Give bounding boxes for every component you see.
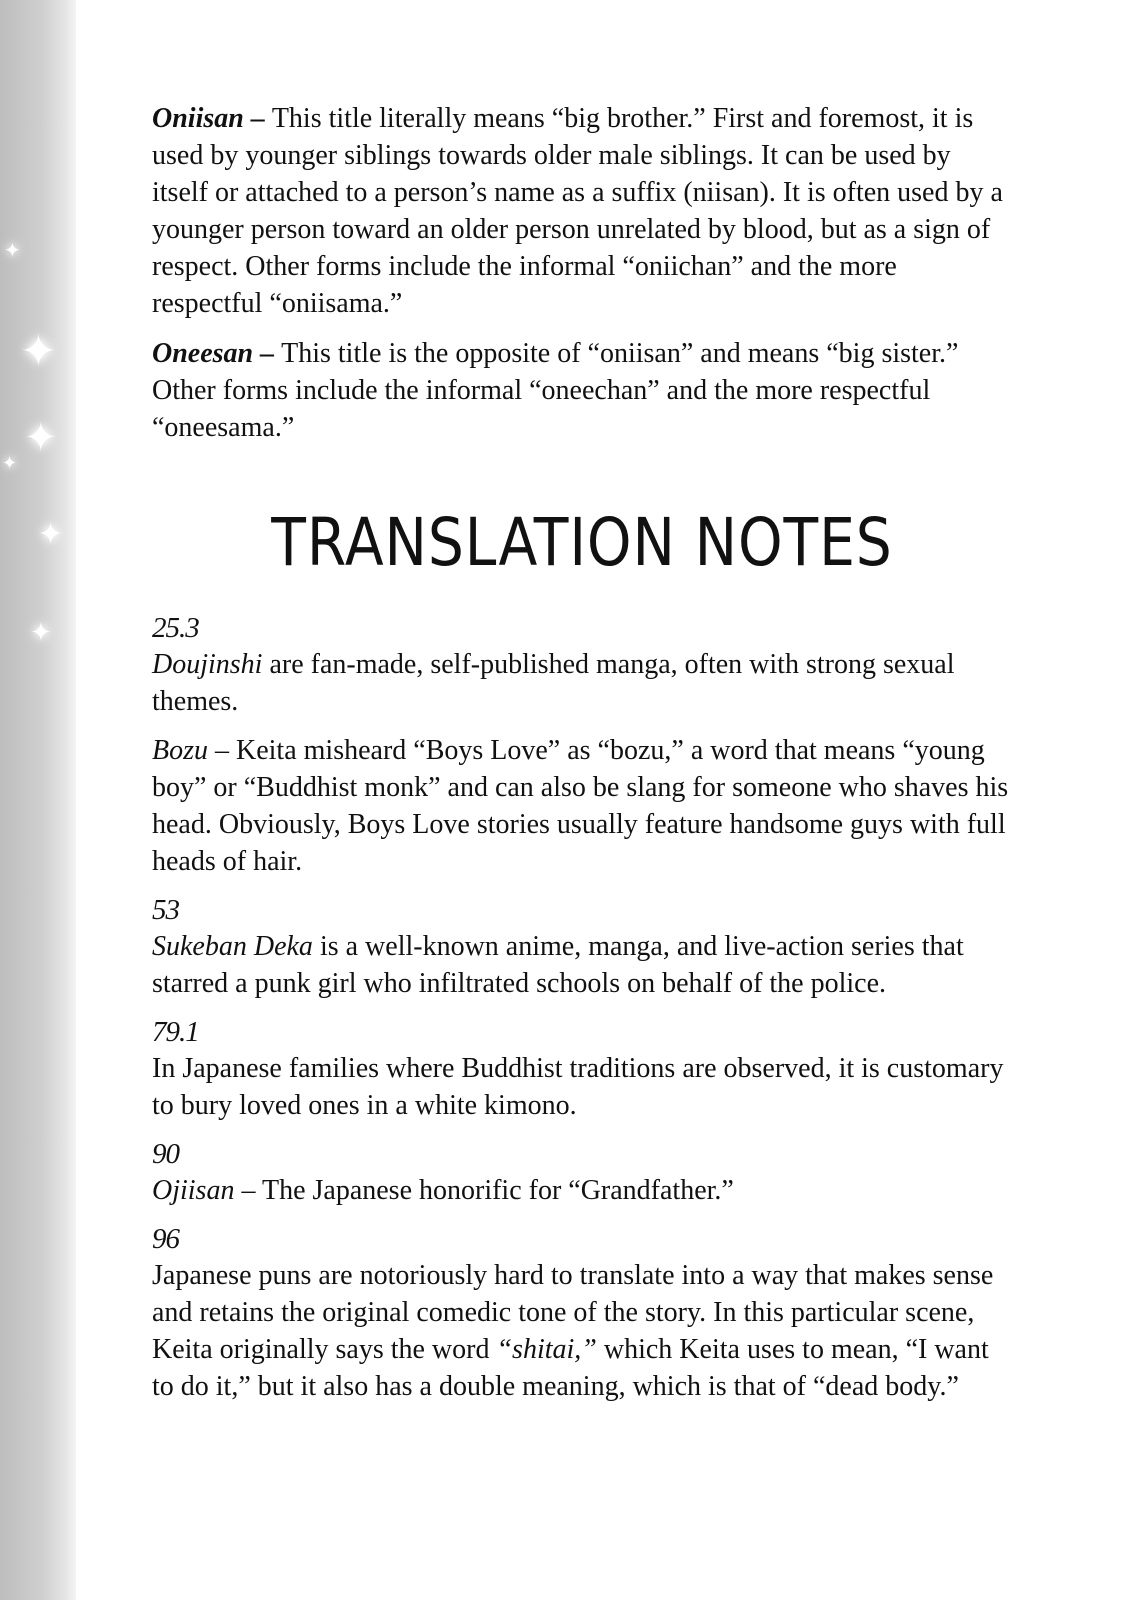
sparkle-icon: ✦ — [24, 415, 58, 461]
note-page-ref: 96 — [152, 1223, 179, 1255]
glossary-term: Oniisan — [152, 103, 244, 134]
note-paragraph — [152, 928, 1012, 1002]
glossary-entry-oneesan — [152, 335, 1012, 446]
page-content — [152, 100, 1012, 1417]
decorative-sparkle-strip — [0, 0, 76, 1600]
glossary-term: Oneesan — [152, 338, 254, 369]
note-block — [152, 892, 1012, 1002]
note-term: Ojiisan — [152, 1175, 235, 1206]
note-text: In Japanese families where Buddhist traditions are observed, it is customary to bury loved ones in a white kimono. — [152, 1053, 1004, 1121]
glossary-dash: – — [243, 103, 272, 134]
note-text: – The Japanese honorific for “Grandfather.” — [234, 1175, 734, 1206]
note-page-ref: 25.3 — [152, 612, 199, 644]
note-term: Sukeban Deka — [152, 931, 313, 962]
sparkle-icon: ✦ — [2, 453, 18, 474]
glossary-definition: This title is the opposite of “oniisan” and means “big sister.” Other forms include the informal “oneechan” and the more respectful “oneesama.” — [152, 338, 959, 443]
note-paragraph — [152, 1172, 1012, 1209]
note-text: which Keita uses to mean, “I want to do it,” but it also has a double meaning, which is that of “dead body.” — [152, 1334, 989, 1402]
note-block — [152, 1221, 1012, 1405]
glossary-entry-oniisan — [152, 100, 1012, 322]
glossary-dash: – — [253, 338, 282, 369]
sparkle-icon: ✦ — [20, 326, 57, 377]
sparkle-icon: ✦ — [4, 238, 21, 262]
note-text: Japanese puns are notoriously hard to translate into a way that makes sense and retains the original comedic tone of the story. In this particular scene, Keita originally says the word — [152, 1260, 994, 1365]
note-term: “shitai,” — [496, 1334, 597, 1365]
note-page-ref: 79.1 — [152, 1016, 199, 1048]
note-text: is a well-known anime, manga, and live-action series that starred a punk girl who infiltrated schools on behalf of the police. — [152, 931, 964, 999]
page-title: TRANSLATION NOTES — [271, 504, 893, 581]
note-paragraph — [152, 1050, 1012, 1124]
note-term: Doujinshi — [152, 649, 263, 680]
glossary-definition: This title literally means “big brother.” First and foremost, it is used by younger siblings towards older male siblings. It can be used by itself or attached to a person’s name as a suffix (niisan). It is often used by a younger person toward an older person unrelated by blood, but as a sign of respect. Other forms include the informal “oniichan” and the more respectful “oniisama.” — [152, 103, 1003, 319]
note-block — [152, 610, 1012, 880]
note-page-ref: 90 — [152, 1138, 179, 1170]
note-paragraph — [152, 646, 1012, 720]
sparkle-icon: ✦ — [30, 618, 52, 648]
note-text: – Keita misheard “Boys Love” as “bozu,” a word that means “young boy” or “Buddhist monk” and can also be slang for someone who shaves his head. Obviously, Boys Love stories usually feature handsome guys with full heads of hair. — [152, 735, 1009, 877]
note-term: Bozu — [152, 735, 208, 766]
note-page-ref: 53 — [152, 894, 179, 926]
sparkle-icon: ✦ — [38, 517, 64, 552]
note-paragraph — [152, 1257, 1012, 1405]
note-text: are fan-made, self-published manga, often with strong sexual themes. — [152, 649, 955, 717]
note-paragraph — [152, 732, 1012, 880]
note-block — [152, 1014, 1012, 1124]
note-block — [152, 1136, 1012, 1209]
